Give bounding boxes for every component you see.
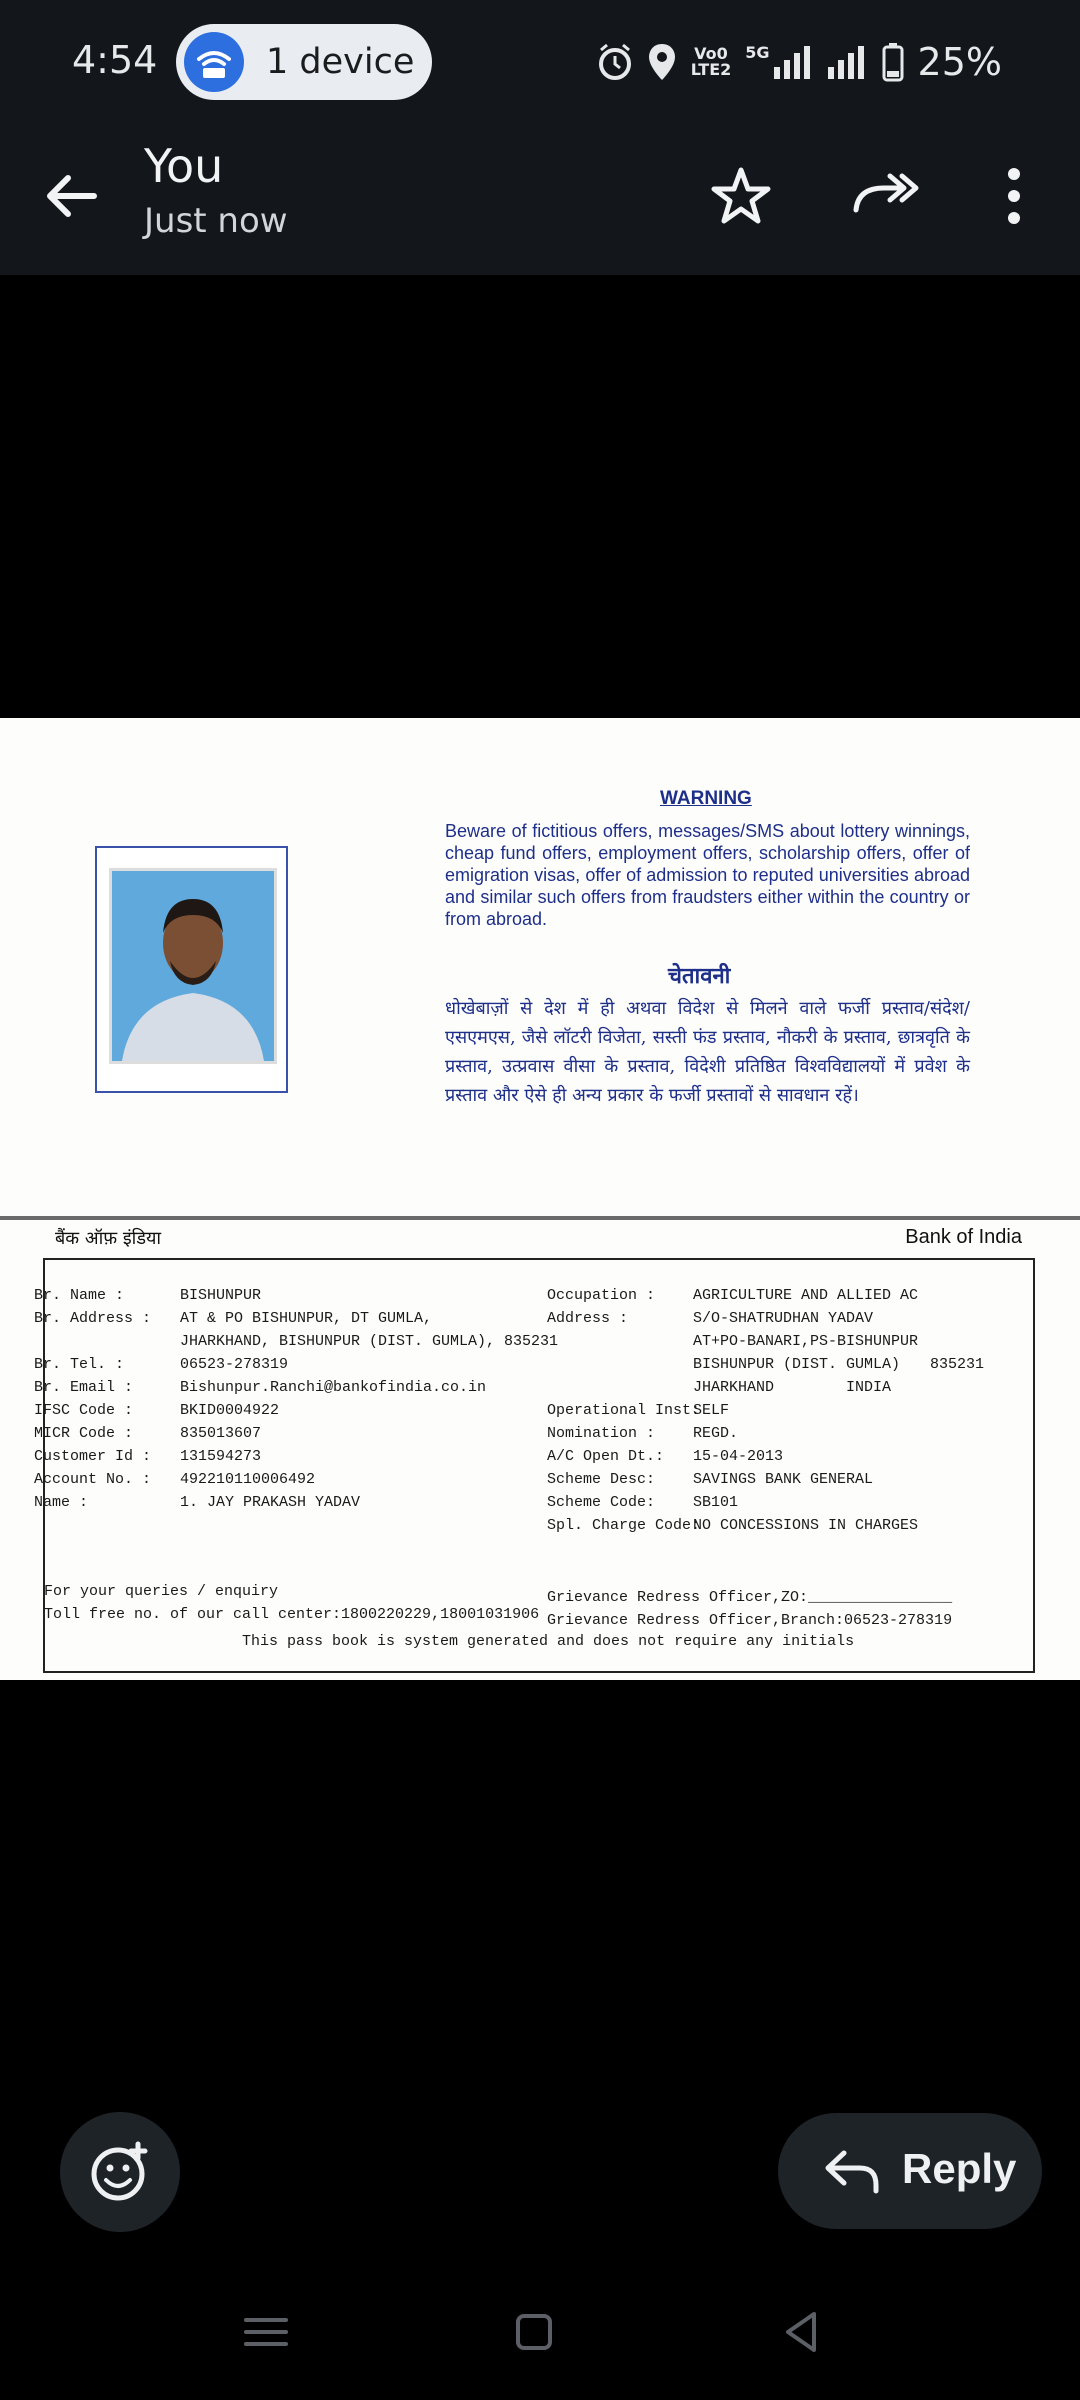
- wifi-icon: [184, 32, 244, 92]
- account-holder-photo: [95, 846, 288, 1093]
- connected-devices-pill[interactable]: [176, 24, 432, 100]
- sender-name: You: [144, 139, 224, 193]
- back-icon: [772, 2302, 832, 2362]
- recents-button[interactable]: [236, 2302, 296, 2362]
- battery-percent: 25%: [917, 40, 1002, 84]
- account-detail-values: AGRICULTURE AND ALLIED AC S/O-SHATRUDHAN YADAV AT+PO-BANARI,PS-BISHUNPUR BISHUNPUR (DIST. GUMLA) JHARKHAND INDIA SELF REGD. 15-04-2013 SAVINGS BANK GENERAL SB101 NO CONCESSIONS IN CHARGES: [693, 1287, 919, 1534]
- five-g-label: 5G: [745, 43, 770, 62]
- grievance-info: Grievance Redress Officer,ZO:________________ Grievance Redress Officer,Branch:06523-278319: [547, 1589, 953, 1629]
- battery-icon: [882, 42, 904, 82]
- signal-icon: [772, 45, 812, 79]
- account-detail-labels: Occupation : Address : Operational Inst: Nomination : A/C Open Dt.: Scheme Desc: Scheme Code: Spl. Charge Code:: [547, 1287, 701, 1534]
- add-reaction-icon: [60, 2112, 180, 2232]
- hindi-warning-title: चेतावनी: [668, 963, 731, 988]
- reply-icon: [818, 2113, 888, 2229]
- recents-icon: [236, 2302, 296, 2362]
- warning-title: WARNING: [660, 788, 752, 809]
- forward-button[interactable]: [848, 160, 924, 232]
- forward-icon: [848, 160, 924, 232]
- address-pin: 835231: [930, 1356, 985, 1373]
- location-icon: [647, 42, 677, 82]
- reply-label: Reply: [902, 2145, 1017, 2192]
- bank-name-hindi: बैंक ऑफ़ इंडिया: [55, 1228, 162, 1249]
- passbook-image[interactable]: [0, 718, 1080, 1680]
- more-options-button[interactable]: [990, 160, 1038, 232]
- home-icon: [504, 2302, 564, 2362]
- branch-detail-values: BISHUNPUR AT & PO BISHUNPUR, DT GUMLA, JHARKHAND, BISHUNPUR (DIST. GUMLA), 835231 06523-278319 Bishunpur.Ranchi@bankofindia.co.in BKID0004922 835013607 131594273 492210110006492 1. JAY PRAKASH YADAV: [180, 1287, 559, 1511]
- hindi-warning-text: धोखेबाज़ों से देश में ही अथवा विदेश से मिलने वाले फर्जी प्रस्ताव/संदेश/एसएमएस, जैसे लॉटरी विजेता, सस्ती फंड प्रस्ताव, नौकरी के प्रस्ताव, छात्रवृति के प्रस्ताव, उत्प्रवास वीसा के प्रस्ताव, विदेशी प्रतिष्ठित विश्वविद्यालयों में प्रवेश के प्रस्ताव और ऐसे ही अन्य प्रकार के फर्जी प्रस्तावों से सावधान रहें।: [445, 998, 970, 1106]
- network-label: Vo0 LTE2: [690, 44, 732, 79]
- viewer-app-bar: [0, 125, 1080, 275]
- status-icons: [597, 36, 1002, 88]
- system-back-button[interactable]: [772, 2302, 832, 2362]
- warning-text: Beware of fictitious offers, messages/SMS about lottery winnings, cheap fund offers, employment offers, scholarship offers, offer of emigration visas, offer of admission to reputed universities abroad and similar such offers from fraudsters either within the country or from abroad.: [445, 821, 970, 929]
- device-count: 1 device: [266, 42, 415, 82]
- sent-timestamp: Just now: [144, 201, 288, 241]
- system-generated-note: This pass book is system generated and does not require any initials: [242, 1633, 855, 1650]
- more-vert-icon: [990, 160, 1038, 232]
- photo: [109, 868, 277, 1064]
- enquiry-info: For your queries / enquiry Toll free no. of our call center:1800220229,18001031906: [44, 1583, 540, 1623]
- star-button[interactable]: [705, 160, 777, 232]
- add-reaction-button[interactable]: [60, 2112, 180, 2232]
- back-button[interactable]: [36, 160, 108, 232]
- status-time: 4:54: [72, 38, 158, 82]
- bank-name-english: Bank of India: [905, 1226, 1022, 1248]
- back-arrow-icon: [36, 160, 108, 232]
- reply-button[interactable]: [778, 2113, 1042, 2229]
- fold-line: [0, 1216, 1080, 1220]
- home-button[interactable]: [504, 2302, 564, 2362]
- alarm-icon: [597, 42, 633, 82]
- signal-icon: [826, 45, 868, 79]
- star-icon: [705, 160, 777, 232]
- branch-detail-labels: Br. Name : Br. Address : Br. Tel. : Br. Email : IFSC Code : MICR Code : Customer Id : Account No. : Name :: [34, 1287, 152, 1511]
- status-bar: [0, 0, 1080, 125]
